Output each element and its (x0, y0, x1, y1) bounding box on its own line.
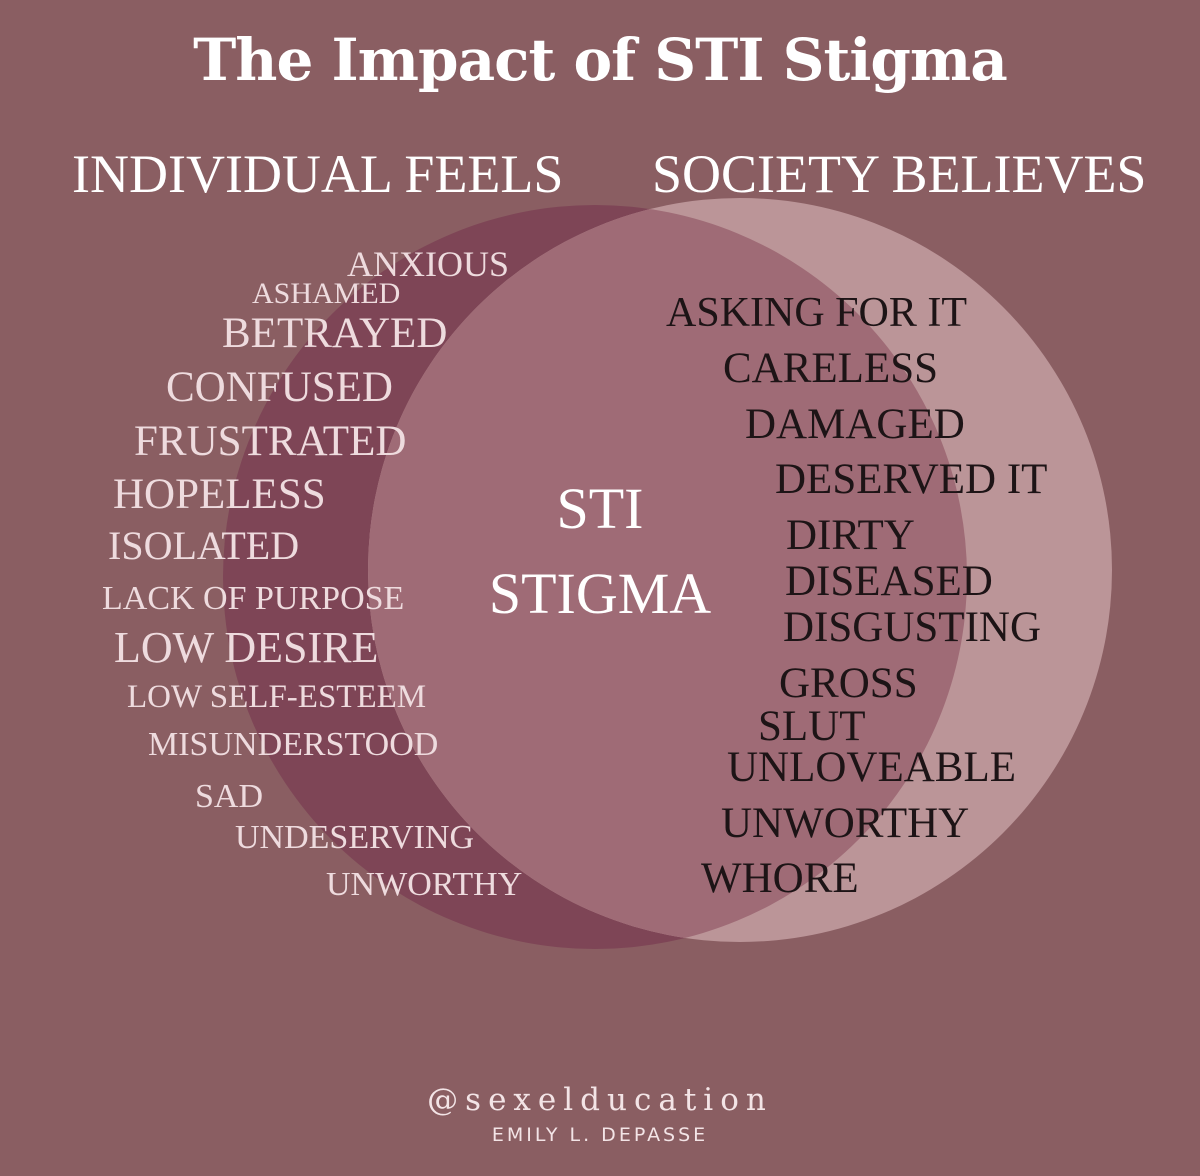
page-title: The Impact of STI Stigma (193, 26, 1007, 94)
feel-word: LOW SELF-ESTEEM (127, 679, 427, 715)
center-label-line2: STIGMA (488, 561, 712, 626)
feel-word: SAD (195, 778, 264, 815)
feel-word: LACK OF PURPOSE (102, 580, 405, 617)
feel-word: ASHAMED (252, 277, 401, 310)
feel-word: HOPELESS (113, 471, 326, 518)
belief-word: WHORE (701, 855, 859, 902)
left-heading: INDIVIDUAL FEELS (72, 144, 564, 204)
author-name: EMILY L. DEPASSE (491, 1124, 709, 1146)
center-label-line1: STI (556, 476, 644, 541)
belief-word: DIRTY (786, 512, 915, 559)
feel-word: MISUNDERSTOOD (148, 726, 439, 763)
feel-word: UNWORTHY (326, 866, 523, 903)
right-heading: SOCIETY BELIEVES (652, 144, 1147, 204)
feel-word: ISOLATED (108, 523, 300, 568)
belief-word: SLUT (758, 703, 866, 750)
belief-word: DESERVED IT (775, 456, 1048, 503)
belief-word: DAMAGED (745, 401, 965, 448)
feel-word: LOW DESIRE (114, 623, 379, 672)
belief-word: ASKING FOR IT (666, 290, 968, 336)
belief-word: UNLOVEABLE (727, 744, 1017, 791)
belief-word: CARELESS (723, 345, 939, 392)
belief-word: GROSS (779, 660, 918, 707)
belief-word: DISGUSTING (783, 604, 1041, 651)
feel-word: FRUSTRATED (134, 418, 407, 465)
feel-word: UNDESERVING (235, 819, 475, 856)
feel-word: BETRAYED (222, 310, 448, 357)
feel-word: ANXIOUS (347, 244, 509, 284)
belief-word: DISEASED (785, 558, 993, 605)
feel-word: CONFUSED (166, 364, 393, 411)
belief-word: UNWORTHY (721, 800, 970, 847)
social-handle: @sexelducation (427, 1082, 773, 1118)
